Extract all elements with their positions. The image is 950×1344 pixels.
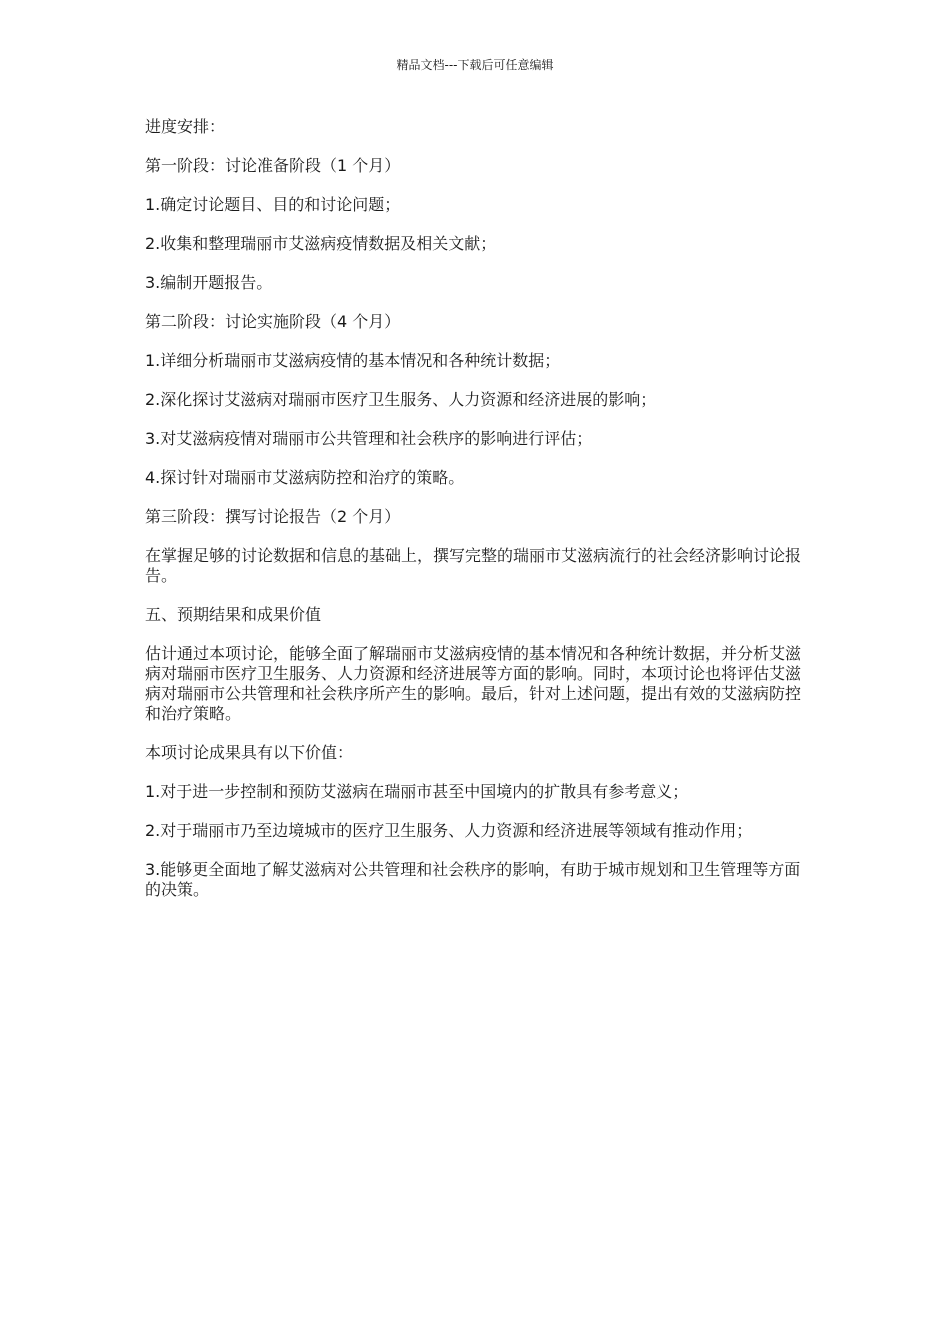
paragraph-phase-one-heading: 第一阶段：讨论准备阶段（1 个月） (145, 156, 401, 175)
paragraph-phase-two-heading: 第二阶段：讨论实施阶段（4 个月） (145, 312, 401, 331)
paragraph-phase-two-item-2: 2.深化探讨艾滋病对瑞丽市医疗卫生服务、人力资源和经济进展的影响； (145, 390, 657, 409)
paragraph-value-item-1: 1.对于进一步控制和预防艾滋病在瑞丽市甚至中国境内的扩散具有参考意义； (145, 782, 689, 801)
paragraph-phase-one-item-2: 2.收集和整理瑞丽市艾滋病疫情数据及相关文献； (145, 234, 497, 253)
paragraph-phase-three-heading: 第三阶段：撰写讨论报告（2 个月） (145, 507, 401, 526)
paragraph-phase-one-item-1: 1.确定讨论题目、目的和讨论问题； (145, 195, 401, 214)
paragraph-value-intro: 本项讨论成果具有以下价值： (145, 743, 354, 762)
paragraph-expected-results: 估计通过本项讨论，能够全面了解瑞丽市艾滋病疫情的基本情况和各种统计数据，并分析艾滋病对瑞丽市医疗卫生服务、人力资源和经济进展等方面的影响。同时，本项讨论也将评估艾滋病对瑞丽市公共管理和社会秩序所产生的影响。最后，针对上述问题，提出有效的艾滋病防控和治疗策略。 (145, 644, 802, 723)
paragraph-phase-two-item-4: 4.探讨针对瑞丽市艾滋病防控和治疗的策略。 (145, 468, 465, 487)
paragraph-schedule-heading: 进度安排： (145, 117, 226, 136)
paragraph-phase-two-item-3: 3.对艾滋病疫情对瑞丽市公共管理和社会秩序的影响进行评估； (145, 429, 593, 448)
page-header: 精品文档---下载后可任意编辑 (396, 58, 554, 72)
paragraph-phase-three-body: 在掌握足够的讨论数据和信息的基础上，撰写完整的瑞丽市艾滋病流行的社会经济影响讨论报告。 (145, 546, 802, 585)
paragraph-value-item-2: 2.对于瑞丽市乃至边境城市的医疗卫生服务、人力资源和经济进展等领域有推动作用； (145, 821, 753, 840)
paragraph-phase-one-item-3: 3.编制开题报告。 (145, 273, 273, 292)
paragraph-phase-two-item-1: 1.详细分析瑞丽市艾滋病疫情的基本情况和各种统计数据； (145, 351, 561, 370)
paragraph-value-item-3: 3.能够更全面地了解艾滋病对公共管理和社会秩序的影响，有助于城市规划和卫生管理等方面的决策。 (145, 860, 801, 899)
document-body (145, 117, 810, 919)
section-five-heading: 五、预期结果和成果价值 (145, 605, 322, 624)
